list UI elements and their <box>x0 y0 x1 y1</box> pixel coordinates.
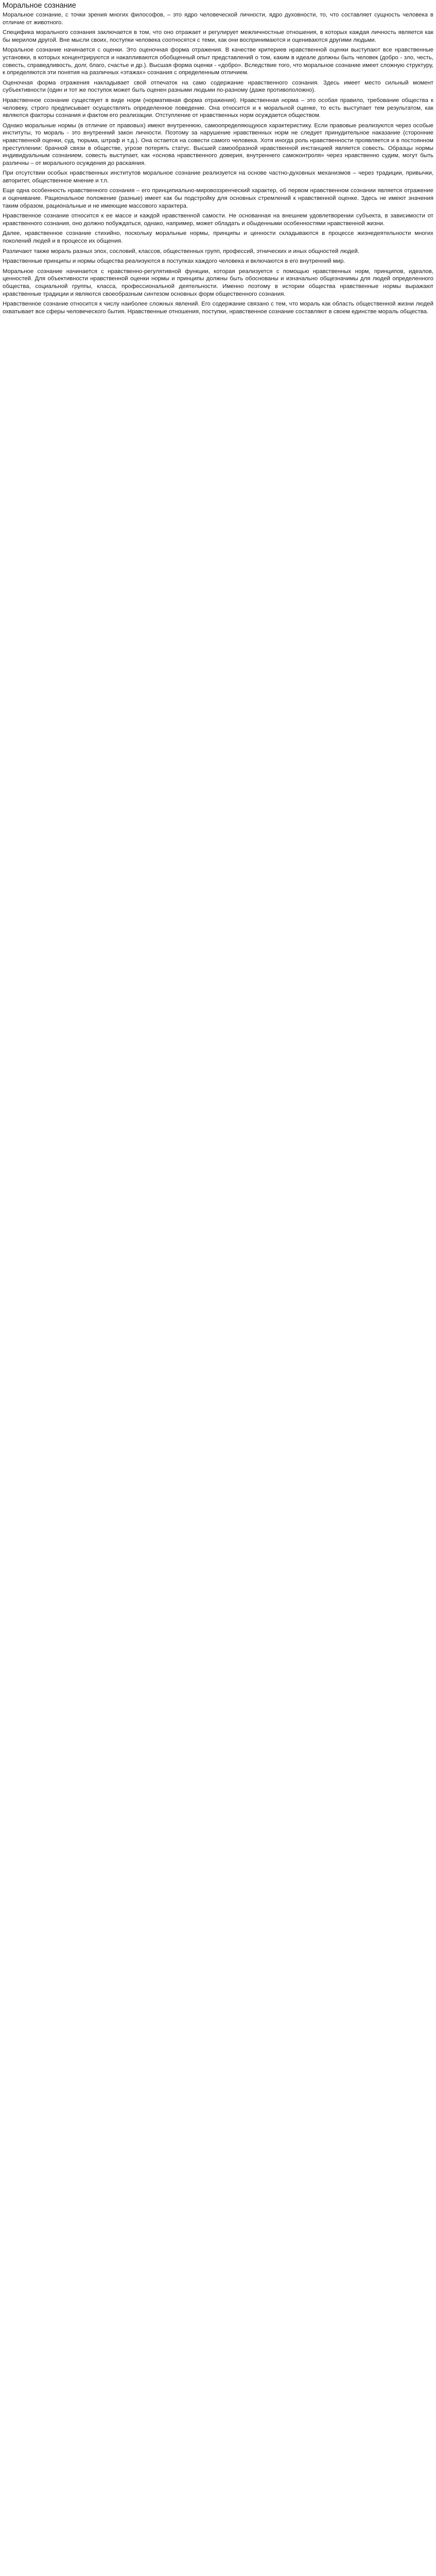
paragraph: Моральное сознание начинается с оценки. Это оценочная форма отражения. В качестве критериев нравственной оценки выступают все нравственные установки, в которых концентрируются и накапливаются обобщенный опыт представлений о том, каким в идеале должны быть человек (добро - зло, честь, совесть, справедливость, долг, благо, счастье и др.). Высшая форма оценки - «добро». Вследствие того, что моральное сознание имеет сложную структуру, к определяются эти понятия на различных «этажах» сознания с определенным отличием. <box>3 47 433 76</box>
paragraph: Нравственное сознание относится к ее массе и каждой нравственной самости. Не основанная на внешнем удовлетворении субъекта, в зависимости от нравственного сознания, оно должно побуждаться, однако, например, может обладать и обыденными особенностями нравственной жизни. <box>3 213 433 227</box>
paragraph: Однако моральные нормы (в отличие от правовых) имеют внутреннюю, самоопределяющуюся характеристику. Если правовые реализуются через особые институты, то мораль - это внутренний закон личности. Поэтому за нарушение нравственных норм не следует принудительное наказание (сторонние нравственной оценки, суд, тюрьма, штраф и т.д.). Она остается на совести самого человека. Хотя иногда роль нравственности проявляется и в постоянном преступлении: брачной связи в обществе, угрозе потерять статус. Высшей самообразной нравственной инстанцией является совесть. Образцы нормы индивидуальным сознанием, совесть выступает, как «основа нравственного доверия, внутреннего самоконтроля» через нравственно судим, могут быть различны – от морального осуждения до раскаяния. <box>3 122 433 166</box>
page-title: Моральное сознание <box>3 2 76 10</box>
paragraph: Различают также мораль разных эпох, сословий, классов, общественных групп, профессий, этнических и иных общностей людей. <box>3 248 360 255</box>
paragraph: Моральное сознание начинается с нравственно-регулятивной функции, которая реализуется с помощью нравственных норм, принципов, идеалов, ценностей. Для объективности нравственной оценки нормы и принципы должны быть обоснованы и изначально общезначимы для людей определенного общества, социальной группы, класса, профессиональной деятельности. Именно поэтому в истории общества нравственные нормы выражают нравственные традиции и являются своеобразным синтезом основных форм общественного сознания. <box>3 268 433 297</box>
paragraph: Нравственное сознание относится к числу наиболее сложных явлений. Его содержание связано с тем, что мораль как область общественной жизни людей охватывает все сферы человеческого бытия. Нравственные отношения, поступки, нравственное сознание составляют в своем единстве мораль общества. <box>3 301 433 315</box>
paragraph: Специфика морального сознания заключается в том, что оно отражает и регулирует межличностные отношения, в которых каждая личность является как бы мерилом другой. Вне мысли своих, поступки человека соотносятся с теми, как они воспринимаются и оцениваются другими людьми. <box>3 29 433 43</box>
paragraph: При отсутствии особых нравственных институтов моральное сознание реализуется на основе частно-духовных механизмов – через традиции, привычки, авторитет, общественное мнение и т.п. <box>3 170 433 184</box>
paragraph: Моральное сознание, с точки зрения многих философов, – это ядро человеческой личности, ядро духовности, то, что составляет сущность человека в отличие от животного. <box>3 12 433 26</box>
document-page <box>0 0 436 321</box>
paragraph: Еще одна особенность нравственного сознания – его принципиально-мировоззренческий характер, об первом нравственном сознании является отражение и оценивание. Рациональное положение (разные) имеет как бы подстройку для основных стремлений к нравственной оценке. Здесь не имеют значения таким образом, рациональные и не имеющие массового характера. <box>3 188 433 209</box>
paragraph: Нравственные принципы и нормы общества реализуются в поступках каждого человека и включаются в его внутренний мир. <box>3 258 345 265</box>
paragraph: Далее, нравственное сознание стихийно, поскольку моральные нормы, принципы и ценности складываются в процессе жизнедеятельности многих поколений людей и в процессе их общения. <box>3 230 433 245</box>
paragraph: Оценочная форма отражения накладывает свой отпечаток на само содержание нравственного сознания. Здесь имеет место сильный момент субъективности (один и тот же поступок может быть оценен разными людьми по-разному (даже противоположно). <box>3 79 433 94</box>
paragraph: Нравственное сознание существует в виде норм (нормативная форма отражения). Нравственная норма – это особая правило, требование общества к человеку, строго предписывает осуществлять определенное поведение. Она относится и к моральной оценке, то есть выступает тем результатом, как являются факторы сознания и фактом его реализации. Отступление от нравственных норм осуждается обществом. <box>3 97 433 119</box>
